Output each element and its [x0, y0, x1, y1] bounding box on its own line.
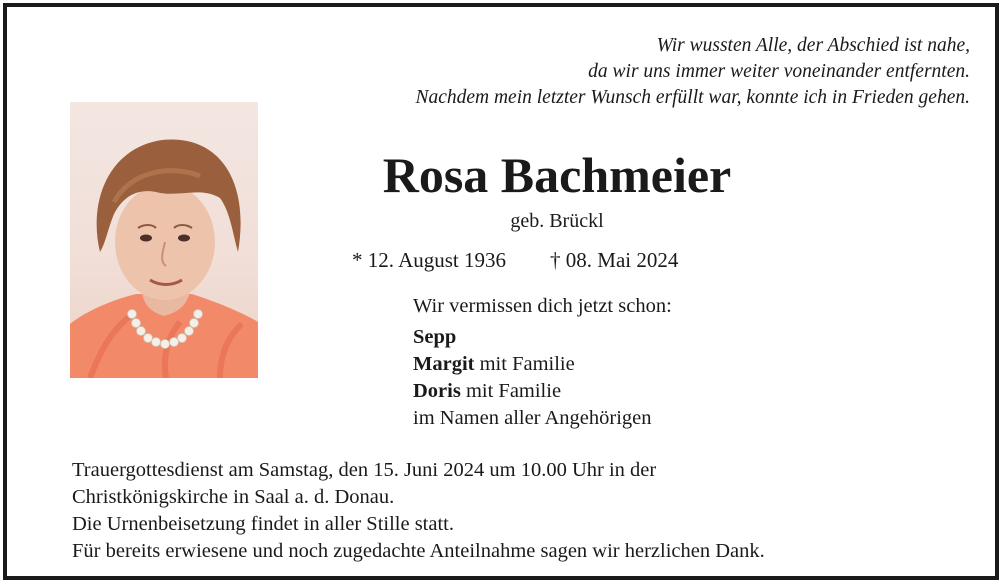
death-date: † 08. Mai 2024	[550, 248, 679, 272]
notice-line: Die Urnenbeisetzung findet in aller Stille statt.	[72, 513, 454, 535]
mourners-list	[413, 293, 672, 432]
notice-line: Christkönigskirche in Saal a. d. Donau.	[72, 486, 395, 508]
mourner-name: Doris	[413, 380, 461, 402]
portrait-photo	[70, 102, 258, 378]
mourner-name: Margit	[413, 353, 475, 375]
deceased-name: Rosa Bachmeier	[382, 147, 732, 203]
birth-date: * 12. August 1936	[352, 248, 507, 272]
service-notice	[72, 457, 765, 565]
mourner-entry	[413, 324, 672, 351]
mourner-suffix: mit Familie	[474, 353, 575, 375]
mourners-intro: Wir vermissen dich jetzt schon:	[413, 295, 672, 317]
portrait-illustration	[70, 102, 258, 378]
mourners-closing: im Namen aller Angehörigen	[413, 407, 652, 429]
poem-line: da wir uns immer weiter voneinander entfernten.	[588, 61, 970, 82]
maiden-name: geb. Brückl	[510, 210, 604, 232]
notice-line: Trauergottesdienst am Samstag, den 15. Juni 2024 um 10.00 Uhr in der	[72, 459, 657, 481]
obituary-frame	[3, 3, 999, 580]
poem	[250, 33, 970, 111]
poem-line: Wir wussten Alle, der Abschied ist nahe,	[656, 35, 970, 56]
notice-line: Für bereits erwiesene und noch zugedachte Anteilnahme sagen wir herzlichen Dank.	[72, 540, 765, 562]
poem-line: Nachdem mein letzter Wunsch erfüllt war, konnte ich in Frieden gehen.	[415, 87, 970, 108]
mourner-entry	[413, 378, 672, 405]
life-dates	[352, 247, 678, 273]
mourner-suffix: mit Familie	[460, 380, 562, 402]
mourner-name: Sepp	[413, 326, 457, 348]
mourner-entry	[413, 351, 672, 378]
